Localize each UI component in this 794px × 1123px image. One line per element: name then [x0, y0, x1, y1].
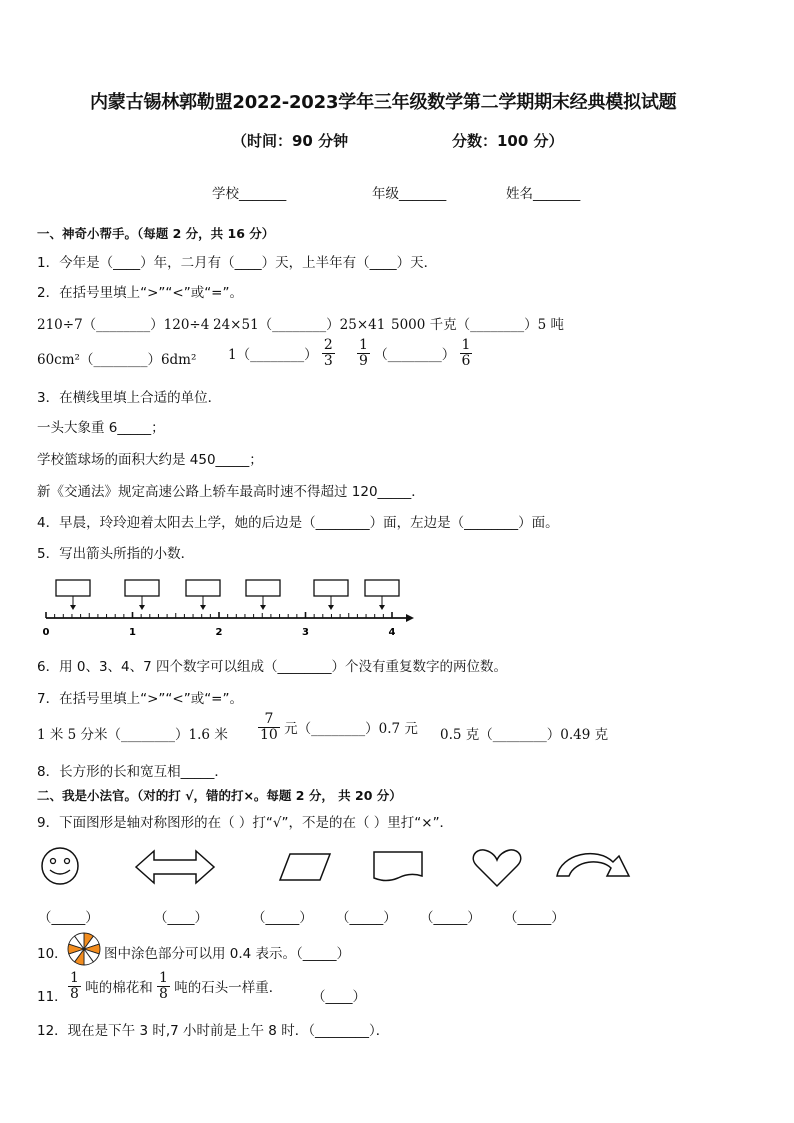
- question-1: 1．今年是（____）年，二月有（____）天，上半年有（____）天．: [37, 255, 438, 271]
- answer-box[interactable]: [365, 580, 399, 596]
- q2-compare-b: 24×51（________）25×41: [213, 317, 386, 333]
- q11-answer[interactable]: （____）: [312, 989, 366, 1005]
- fraction-one-eighth-2: $\frac{1}{8}$: [159, 970, 168, 1002]
- question-3b: 学校篮球场的面积大约是 450_____；: [37, 452, 263, 468]
- number-line-boxes: [56, 580, 399, 610]
- fraction-one-eighth: $\frac{1}{8}$: [70, 970, 79, 1002]
- q9-answer-wavy-rectangle[interactable]: （_____）: [336, 910, 397, 926]
- curved-arrow-icon: [553, 846, 633, 886]
- question-10: 图中涂色部分可以用 0.4 表示。（_____）: [104, 946, 351, 962]
- q9-answer-double-arrow[interactable]: （____）: [154, 910, 208, 926]
- question-3c: 新《交通法》规定高速公路上轿车最高时速不得超过 120_____．: [37, 484, 425, 500]
- fraction-two-thirds: $\frac{2}{3}$: [323, 337, 333, 369]
- answer-box[interactable]: [246, 580, 280, 596]
- answer-box[interactable]: [56, 580, 90, 596]
- q11-text-end: 吨的石头一样重．: [174, 980, 283, 997]
- smiley-face-icon: [38, 846, 82, 886]
- question-7: 7．在括号里填上“>”“<”或“=”。: [37, 691, 243, 707]
- section-heading-1: 一、神奇小帮手。（每题 2 分，共 16 分）: [37, 226, 275, 241]
- number-line-arrowhead: [406, 614, 414, 622]
- q9-answer-curved-arrow[interactable]: （_____）: [504, 910, 565, 926]
- q2-compare-e: [228, 338, 335, 368]
- heart-icon: [471, 848, 523, 888]
- question-12: 12．现在是下午 3 时,7 小时前是上午 8 时．（________）．: [37, 1023, 390, 1039]
- q9-answer-smiley[interactable]: （_____）: [38, 910, 99, 926]
- tick-label: 3: [302, 627, 309, 638]
- shaded-circle-figure: [66, 931, 102, 967]
- number-line-labels: [43, 627, 396, 638]
- q9-answer-heart[interactable]: （_____）: [420, 910, 481, 926]
- wavy-rectangle-icon: [372, 850, 426, 884]
- question-11-number: 11．: [37, 989, 68, 1005]
- question-2: 2．在括号里填上“>”“<”或“=”。: [37, 285, 243, 301]
- question-3a: 一头大象重 6_____；: [37, 420, 165, 436]
- q2-compare-f-blank: （________）: [374, 347, 456, 364]
- question-3: 3．在横线里填上合适的单位．: [37, 390, 222, 406]
- q2-compare-c: 5000 千克（________）5 吨: [391, 317, 565, 333]
- q7-compare-c: 0.5 克（________）0.49 克: [440, 727, 609, 743]
- question-11: [68, 971, 282, 1001]
- answer-box[interactable]: [125, 580, 159, 596]
- page-title: 内蒙古锡林郭勒盟2022-2023学年三年级数学第二学期期末经典模拟试题: [90, 92, 677, 113]
- answer-box[interactable]: [314, 580, 348, 596]
- q7-compare-b: [258, 712, 418, 742]
- tick-label: 0: [42, 627, 50, 638]
- answer-box[interactable]: [186, 580, 220, 596]
- school-field[interactable]: 学校_______: [212, 186, 287, 202]
- tick-label: 1: [129, 627, 136, 638]
- number-line-figure: [40, 578, 420, 638]
- fraction-seven-tenths: $\frac{7}{10}$: [260, 711, 278, 743]
- q7-compare-a: 1 米 5 分米（________）1.6 米: [37, 727, 228, 743]
- number-line-ticks: [46, 612, 392, 618]
- q11-text-mid: 吨的棉花和: [85, 980, 153, 997]
- double-arrow-icon: [134, 849, 216, 885]
- exam-time: （时间：90 分钟: [232, 132, 349, 150]
- fraction-one-ninth: $\frac{1}{9}$: [359, 337, 368, 369]
- grade-field[interactable]: 年级_______: [372, 186, 447, 202]
- q9-answer-parallelogram[interactable]: （_____）: [252, 910, 313, 926]
- question-9: 9．下面图形是轴对称图形的在（ ）打“√”，不是的在（ ）里打“×”．: [37, 815, 454, 831]
- section-heading-2: 二、我是小法官。（对的打 √，错的打×。每题 2 分， 共 20 分）: [37, 788, 402, 803]
- tick-label: 4: [388, 627, 396, 638]
- fraction-one-sixth: $\frac{1}{6}$: [461, 337, 471, 369]
- q2-compare-d: 60cm²（________）6dm²: [37, 352, 197, 368]
- question-8: 8．长方形的长和宽互相_____．: [37, 764, 228, 780]
- parallelogram-icon: [278, 852, 332, 882]
- q2-compare-a: 210÷7（________）120÷4: [37, 317, 210, 333]
- name-field[interactable]: 姓名_______: [506, 186, 581, 202]
- question-5: 5．写出箭头所指的小数．: [37, 546, 195, 562]
- question-10-number: 10．: [37, 946, 68, 962]
- exam-score: 分数：100 分）: [452, 132, 564, 150]
- tick-label: 2: [215, 627, 223, 638]
- q2-compare-e-left: 1（________）: [228, 347, 318, 364]
- q2-compare-f: [357, 338, 472, 368]
- question-4: 4．早晨，玲玲迎着太阳去上学，她的后边是（________）面，左边是（________）面。: [37, 515, 559, 531]
- question-6: 6．用 0、3、4、7 四个数字可以组成（________）个没有重复数字的两位数。: [37, 659, 508, 675]
- q7-compare-b-text: 元（________）0.7 元: [284, 721, 418, 738]
